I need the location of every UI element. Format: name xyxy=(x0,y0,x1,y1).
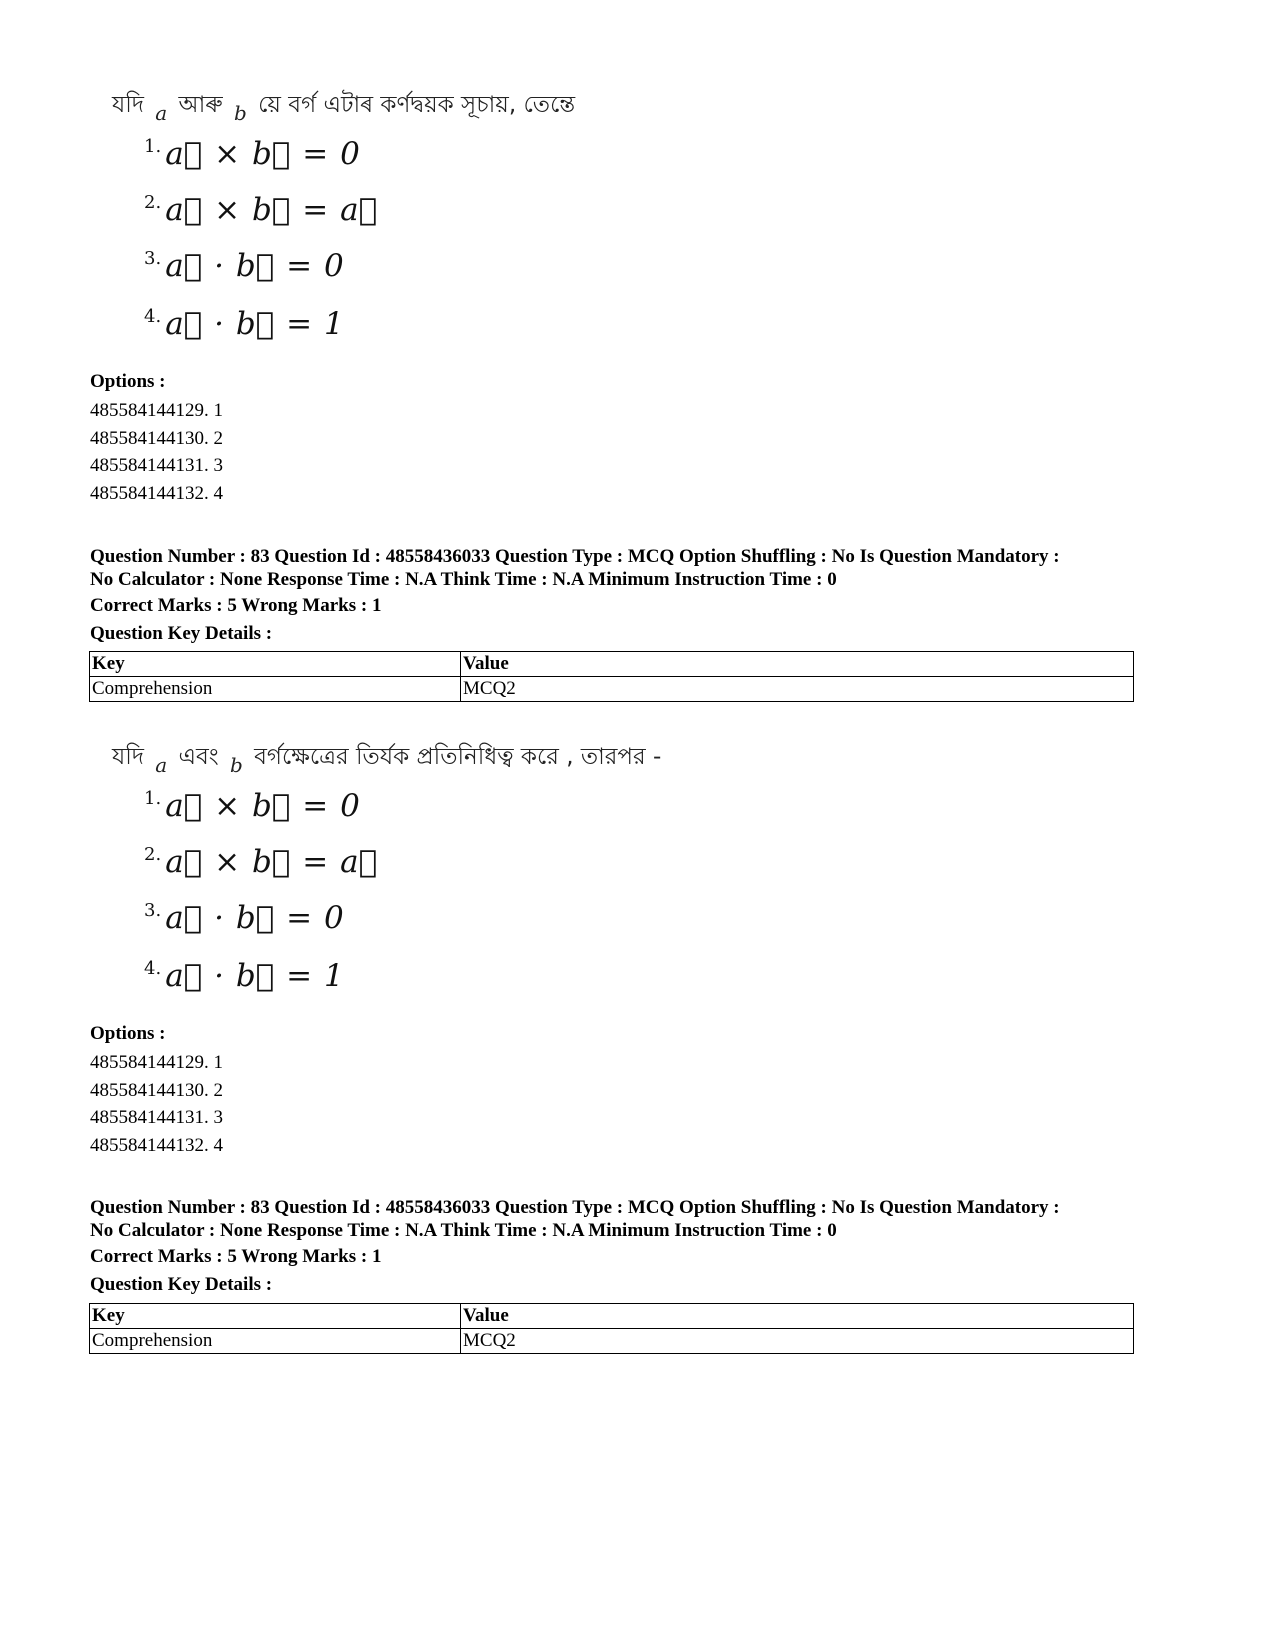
option-item: 485584144129. 1 xyxy=(90,1052,223,1073)
table-header-row xyxy=(90,1304,1134,1329)
stem-mid: আৰু xyxy=(178,92,223,118)
question-meta xyxy=(90,545,1190,591)
option-item: 485584144132. 4 xyxy=(90,1134,223,1156)
question-image-2 xyxy=(112,738,812,1008)
stem-pre: যদি xyxy=(112,744,144,770)
option-item: 485584144131. 3 xyxy=(90,1107,223,1128)
key-details-table xyxy=(89,651,1134,702)
options-heading: Options : xyxy=(90,1023,166,1044)
table-header-key: Key xyxy=(90,652,461,677)
table-row xyxy=(90,1329,1134,1354)
question-stem xyxy=(112,738,661,777)
option-expression: a⃗ · b⃗ = 0 xyxy=(165,900,345,936)
vector-a-symbol: a xyxy=(155,753,168,777)
vector-a-symbol: a xyxy=(155,101,168,125)
table-header-value: Value xyxy=(461,652,1134,677)
option-expression: a⃗ · b⃗ = 1 xyxy=(165,306,345,342)
question-stem xyxy=(112,86,575,125)
option-expression: a⃗ · b⃗ = 0 xyxy=(165,248,345,284)
stem-post: য়ে বৰ্গ এটাৰ কৰ্ণদ্বয়ক সূচায়, তেন্তে xyxy=(258,92,576,118)
table-header-row xyxy=(90,652,1134,677)
option-number: 4. xyxy=(144,958,162,979)
option-item: 485584144129. 1 xyxy=(90,400,223,421)
meta-line-1: Question Number : 83 Question Id : 48558436033 Question Type : MCQ Option Shuffling : No Is Question Mandatory : xyxy=(90,1197,1060,1218)
question-option xyxy=(144,136,361,172)
vector-b-symbol: b xyxy=(233,101,247,125)
stem-pre: যদি xyxy=(112,92,144,118)
key-details-heading: Question Key Details : xyxy=(90,623,273,644)
key-details-table xyxy=(89,1303,1134,1354)
table-row xyxy=(90,677,1134,702)
option-item: 485584144130. 2 xyxy=(90,427,223,449)
option-expression: a⃗ × b⃗ = a⃗ xyxy=(165,844,379,880)
question-option xyxy=(144,192,378,228)
option-number: 1. xyxy=(144,136,162,157)
marks-line: Correct Marks : 5 Wrong Marks : 1 xyxy=(90,595,382,616)
question-option xyxy=(144,306,345,342)
options-list xyxy=(90,397,223,507)
question-option xyxy=(144,788,361,824)
option-number: 3. xyxy=(144,248,162,269)
option-expression: a⃗ × b⃗ = a⃗ xyxy=(165,192,379,228)
option-expression: a⃗ · b⃗ = 1 xyxy=(165,958,345,994)
marks-line: Correct Marks : 5 Wrong Marks : 1 xyxy=(90,1246,382,1267)
table-header-value: Value xyxy=(461,1304,1134,1329)
question-option xyxy=(144,248,345,284)
table-cell-key: Comprehension xyxy=(90,1329,461,1354)
options-heading: Options : xyxy=(90,371,166,392)
meta-line-2: No Calculator : None Response Time : N.A Think Time : N.A Minimum Instruction Time : 0 xyxy=(90,1220,837,1241)
table-cell-value: MCQ2 xyxy=(461,1329,1134,1354)
meta-line-1: Question Number : 83 Question Id : 48558436033 Question Type : MCQ Option Shuffling : No Is Question Mandatory : xyxy=(90,546,1060,567)
option-expression: a⃗ × b⃗ = 0 xyxy=(165,136,361,172)
question-image-1 xyxy=(112,86,812,356)
option-number: 3. xyxy=(144,900,162,921)
question-option xyxy=(144,900,345,936)
meta-line-2: No Calculator : None Response Time : N.A Think Time : N.A Minimum Instruction Time : 0 xyxy=(90,569,837,590)
question-option xyxy=(144,844,378,880)
stem-mid: এবং xyxy=(178,744,219,770)
option-item: 485584144131. 3 xyxy=(90,455,223,476)
question-meta xyxy=(90,1196,1190,1242)
table-cell-key: Comprehension xyxy=(90,677,461,702)
question-option xyxy=(144,958,345,994)
option-expression: a⃗ × b⃗ = 0 xyxy=(165,788,361,824)
table-header-key: Key xyxy=(90,1304,461,1329)
option-item: 485584144130. 2 xyxy=(90,1079,223,1101)
vector-b-symbol: b xyxy=(230,753,243,777)
table-cell-value: MCQ2 xyxy=(461,677,1134,702)
option-number: 2. xyxy=(144,192,162,213)
stem-post: বর্গক্ষেত্রের তির্যক প্রতিনিধিত্ব করে , তারপর - xyxy=(254,744,662,770)
option-number: 4. xyxy=(144,306,162,327)
option-number: 2. xyxy=(144,844,162,865)
options-list xyxy=(90,1049,223,1159)
option-item: 485584144132. 4 xyxy=(90,482,223,504)
key-details-heading: Question Key Details : xyxy=(90,1274,273,1295)
option-number: 1. xyxy=(144,788,162,809)
